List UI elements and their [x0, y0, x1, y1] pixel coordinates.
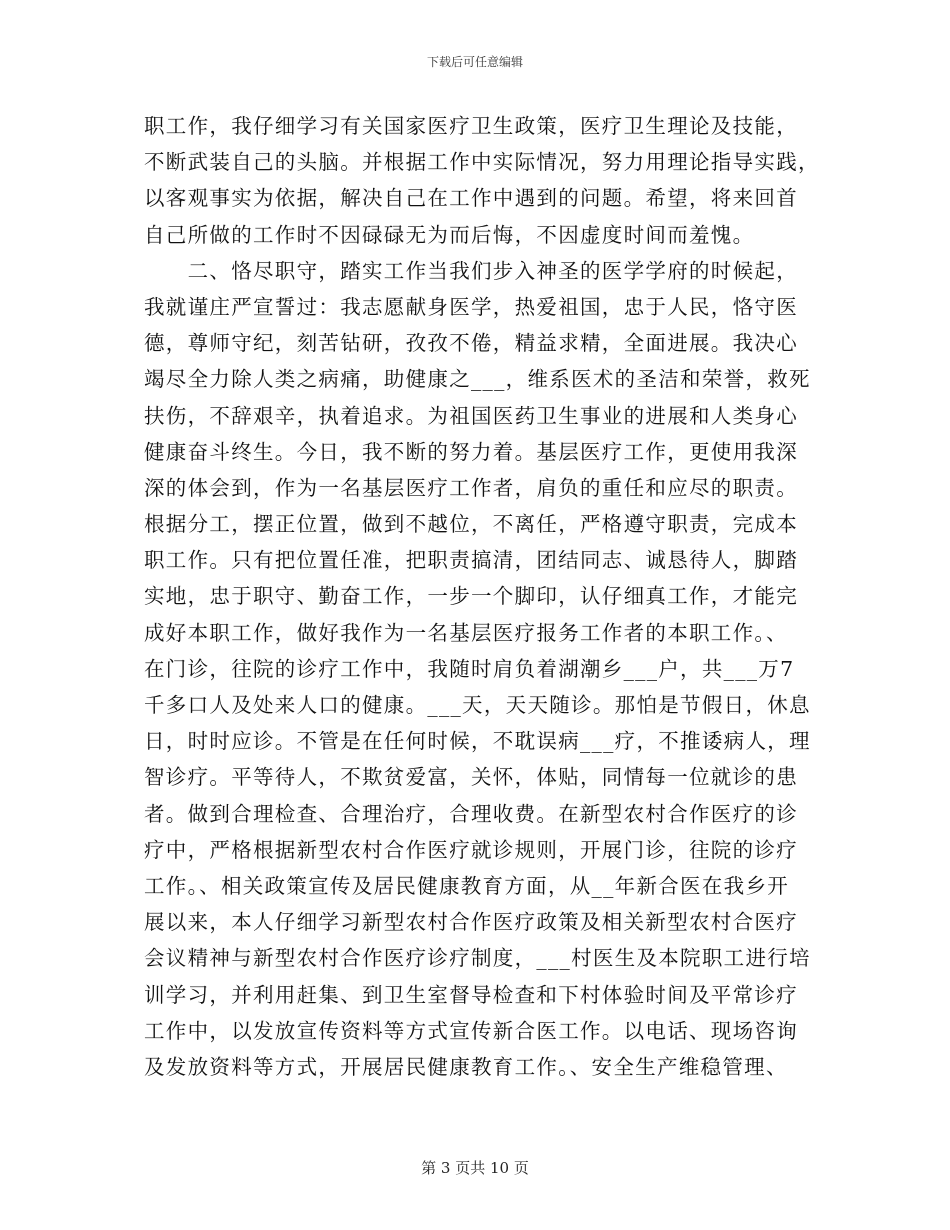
- text-line: 根据分工，摆正位置，做到不越位，不离任，严格遵守职责，完成本: [144, 512, 798, 537]
- text-line: 千多口人及处来人口的健康。___天，天天随诊。那怕是节假日，休息: [144, 693, 811, 717]
- text-line: 以客观事实为依据，解决自己在工作中遇到的问题。希望，将来回首: [144, 186, 798, 211]
- text-line: 扶伤，不辞艰辛，执着追求。为祖国医药卫生事业的进展和人类身心: [144, 403, 798, 428]
- text-line: 智诊疗。平等待人，不欺贫爱富，关怀，体贴，同情每一位就诊的患: [144, 765, 798, 790]
- text-line: 不断武装自己的头脑。并根据工作中实际情况，努力用理论指导实践，: [144, 150, 820, 175]
- text-line: 工作。、相关政策宣传及居民健康教育方面，从__年新合医在我乡开: [144, 873, 790, 898]
- text-line: 展以来，本人仔细学习新型农村合作医疗政策及相关新型农村合医疗: [144, 910, 798, 935]
- text-line: 二、恪尽职守，踏实工作当我们步入神圣的医学学府的时候起，: [144, 258, 798, 283]
- text-line: 职工作，我仔细学习有关国家医疗卫生政策，医疗卫生理论及技能，: [144, 114, 798, 138]
- text-line: 深的体会到，作为一名基层医疗工作者，肩负的重任和应尽的职责。: [144, 475, 798, 500]
- text-line: 实地，忠于职守、勤奋工作，一步一个脚印，认仔细真工作，才能完: [144, 584, 798, 609]
- text-line: 日，时时应诊。不管是在任何时候，不耽误病___疗，不推诿病人，理: [144, 729, 811, 754]
- text-line: 及发放资料等方式，开展居民健康教育工作。、安全生产维稳管理、: [144, 1054, 788, 1079]
- text-line: 会议精神与新型农村合作医疗诊疗制度，___村医生及本院职工进行培: [144, 946, 811, 971]
- text-line: 训学习，并利用赶集、到卫生室督导检查和下村体验时间及平常诊疗: [144, 982, 798, 1007]
- text-line: 我就谨庄严宣誓过：我志愿献身医学，热爱祖国，忠于人民，恪守医: [144, 294, 798, 319]
- text-line: 疗中，严格根据新型农村合作医疗就诊规则，开展门诊，往院的诊疗: [144, 837, 798, 862]
- text-line: 职工作。只有把位置任准，把职责搞清，团结同志、诚恳待人，脚踏: [144, 548, 798, 573]
- header-note: 下载后可任意编辑: [426, 55, 523, 69]
- document-body: [144, 108, 820, 1085]
- text-line: 自己所做的工作时不因碌碌无为而后悔，不因虚度时间而羞愧。: [144, 222, 755, 247]
- text-line: 工作中，以发放宣传资料等方式宣传新合医工作。以电话、现场咨询: [144, 1018, 798, 1043]
- text-line: 在门诊，往院的诊疗工作中，我随时肩负着湖潮乡___户，共___万7: [144, 656, 795, 681]
- text-line: 成好本职工作，做好我作为一名基层医疗报务工作者的本职工作。、: [144, 620, 788, 645]
- text-line: 者。做到合理检查、合理治疗，合理收费。在新型农村合作医疗的诊: [144, 801, 798, 826]
- text-line: 竭尽全力除人类之病痛，助健康之___，维系医术的圣洁和荣誉，救死: [144, 367, 811, 392]
- page-number: 第 3 页共 10 页: [421, 1159, 529, 1177]
- text-line: 健康奋斗终生。今日，我不断的努力着。基层医疗工作，更使用我深: [144, 439, 798, 464]
- text-line: 德，尊师守纪，刻苦钻研，孜孜不倦，精益求精，全面进展。我决心: [144, 331, 798, 356]
